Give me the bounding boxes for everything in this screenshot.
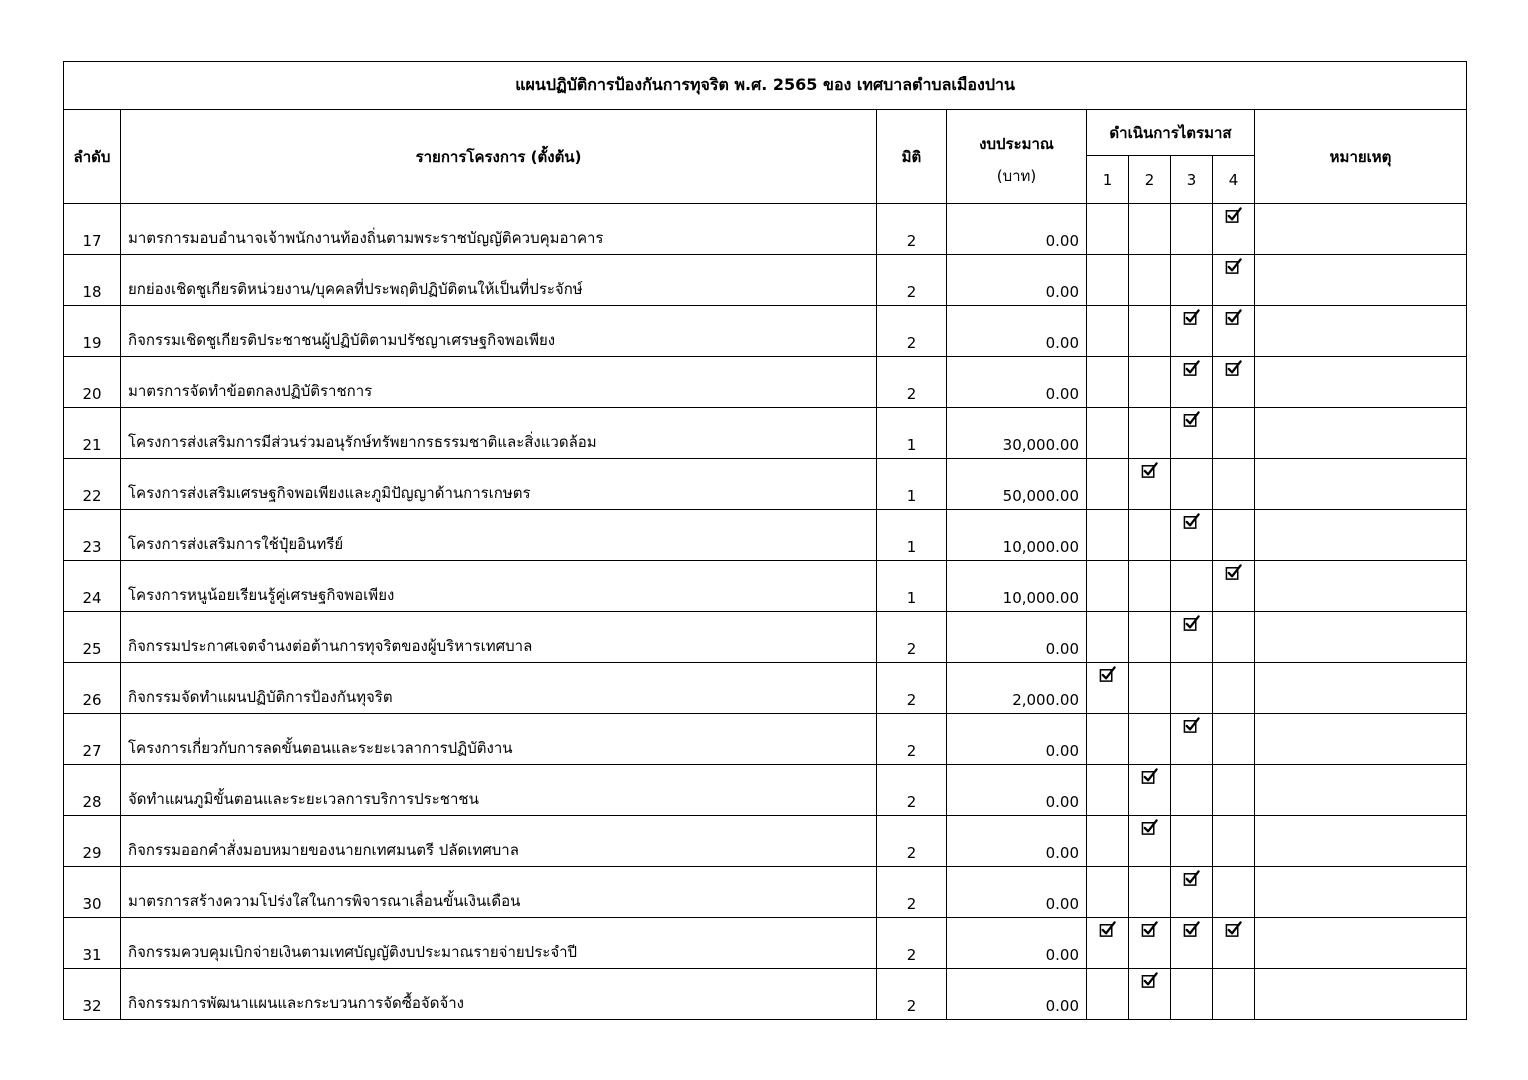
project-name: โครงการหนูน้อยเรียนรู้คู่เศรษฐกิจพอเพียง <box>121 561 877 612</box>
row-number: 27 <box>64 714 121 765</box>
anti-corruption-plan-table <box>63 61 1467 1020</box>
quarter-3-cell <box>1171 510 1213 561</box>
checked-box-icon <box>1225 258 1242 275</box>
quarter-2-cell <box>1129 612 1171 663</box>
checked-box-icon <box>1141 972 1158 989</box>
table-row <box>64 867 1467 918</box>
quarter-2-cell <box>1129 867 1171 918</box>
row-number: 26 <box>64 663 121 714</box>
quarter-4-cell <box>1213 459 1255 510</box>
quarter-3-cell <box>1171 969 1213 1020</box>
row-number: 30 <box>64 867 121 918</box>
quarter-1-cell <box>1087 306 1129 357</box>
budget-value: 50,000.00 <box>947 459 1087 510</box>
dimension-value: 2 <box>877 255 947 306</box>
budget-value: 0.00 <box>947 918 1087 969</box>
row-number: 23 <box>64 510 121 561</box>
quarter-3-cell <box>1171 408 1213 459</box>
quarter-2-cell <box>1129 816 1171 867</box>
quarter-2-cell <box>1129 459 1171 510</box>
budget-value: 0.00 <box>947 867 1087 918</box>
quarter-3-cell <box>1171 306 1213 357</box>
project-name: กิจกรรมการพัฒนาแผนและกระบวนการจัดซื้อจัดจ้าง <box>121 969 877 1020</box>
dimension-value: 1 <box>877 561 947 612</box>
dimension-value: 2 <box>877 969 947 1020</box>
budget-value: 0.00 <box>947 816 1087 867</box>
quarter-2-cell <box>1129 714 1171 765</box>
document-title: แผนปฏิบัติการป้องกันการทุจริต พ.ศ. 2565 ของ เทศบาลตำบลเมืองปาน <box>64 62 1467 110</box>
quarter-4-cell <box>1213 204 1255 255</box>
remark-cell <box>1255 510 1467 561</box>
checked-box-icon <box>1183 513 1200 530</box>
header-budget-line2: (บาท) <box>996 166 1037 185</box>
quarter-3-cell <box>1171 816 1213 867</box>
remark-cell <box>1255 816 1467 867</box>
table-row <box>64 204 1467 255</box>
project-name: มาตรการสร้างความโปร่งใสในการพิจารณาเลื่อนขั้นเงินเดือน <box>121 867 877 918</box>
quarter-4-cell <box>1213 255 1255 306</box>
quarter-4-cell <box>1213 408 1255 459</box>
budget-value: 0.00 <box>947 765 1087 816</box>
project-name: โครงการส่งเสริมเศรษฐกิจพอเพียงและภูมิปัญญาด้านการเกษตร <box>121 459 877 510</box>
table-row <box>64 969 1467 1020</box>
quarter-1-cell <box>1087 612 1129 663</box>
table-row <box>64 459 1467 510</box>
row-number: 28 <box>64 765 121 816</box>
remark-cell <box>1255 459 1467 510</box>
project-name: โครงการส่งเสริมการใช้ปุ๋ยอินทรีย์ <box>121 510 877 561</box>
checked-box-icon <box>1141 462 1158 479</box>
table-row <box>64 357 1467 408</box>
table-row <box>64 918 1467 969</box>
checked-box-icon <box>1183 717 1200 734</box>
quarter-3-cell <box>1171 204 1213 255</box>
quarter-4-cell <box>1213 561 1255 612</box>
remark-cell <box>1255 255 1467 306</box>
quarter-1-cell <box>1087 816 1129 867</box>
quarter-1-cell <box>1087 255 1129 306</box>
row-number: 21 <box>64 408 121 459</box>
project-name: กิจกรรมควบคุมเบิกจ่ายเงินตามเทศบัญญัติงบประมาณรายจ่ายประจำปี <box>121 918 877 969</box>
quarter-4-cell <box>1213 306 1255 357</box>
checked-box-icon <box>1225 921 1242 938</box>
remark-cell <box>1255 612 1467 663</box>
header-quarter: ดำเนินการไตรมาส <box>1087 110 1255 156</box>
dimension-value: 2 <box>877 714 947 765</box>
quarter-2-cell <box>1129 306 1171 357</box>
quarter-1-cell <box>1087 204 1129 255</box>
quarter-4-cell <box>1213 510 1255 561</box>
quarter-3-cell <box>1171 459 1213 510</box>
row-number: 32 <box>64 969 121 1020</box>
row-number: 29 <box>64 816 121 867</box>
table-row <box>64 510 1467 561</box>
checked-box-icon <box>1225 207 1242 224</box>
quarter-1-cell <box>1087 714 1129 765</box>
budget-value: 0.00 <box>947 306 1087 357</box>
quarter-3-cell <box>1171 867 1213 918</box>
budget-value: 2,000.00 <box>947 663 1087 714</box>
dimension-value: 2 <box>877 765 947 816</box>
remark-cell <box>1255 714 1467 765</box>
header-q3: 3 <box>1171 156 1213 204</box>
project-name: กิจกรรมจัดทำแผนปฏิบัติการป้องกันทุจริต <box>121 663 877 714</box>
remark-cell <box>1255 867 1467 918</box>
quarter-3-cell <box>1171 612 1213 663</box>
project-name: จัดทำแผนภูมิขั้นตอนและระยะเวลการบริการประชาชน <box>121 765 877 816</box>
quarter-1-cell <box>1087 969 1129 1020</box>
budget-value: 0.00 <box>947 357 1087 408</box>
row-number: 24 <box>64 561 121 612</box>
project-name: มาตรการมอบอำนาจเจ้าพนักงานท้องถิ่นตามพระราชบัญญัติควบคุมอาคาร <box>121 204 877 255</box>
dimension-value: 2 <box>877 204 947 255</box>
header-q2: 2 <box>1129 156 1171 204</box>
table-row <box>64 612 1467 663</box>
checked-box-icon <box>1183 615 1200 632</box>
dimension-value: 1 <box>877 459 947 510</box>
quarter-1-cell <box>1087 663 1129 714</box>
table-row <box>64 561 1467 612</box>
row-number: 20 <box>64 357 121 408</box>
dimension-value: 2 <box>877 612 947 663</box>
quarter-1-cell <box>1087 459 1129 510</box>
quarter-1-cell <box>1087 918 1129 969</box>
quarter-2-cell <box>1129 510 1171 561</box>
quarter-2-cell <box>1129 357 1171 408</box>
remark-cell <box>1255 969 1467 1020</box>
checked-box-icon <box>1225 564 1242 581</box>
checked-box-icon <box>1183 921 1200 938</box>
row-number: 18 <box>64 255 121 306</box>
quarter-2-cell <box>1129 969 1171 1020</box>
row-number: 19 <box>64 306 121 357</box>
checked-box-icon <box>1099 921 1116 938</box>
quarter-3-cell <box>1171 765 1213 816</box>
quarter-1-cell <box>1087 561 1129 612</box>
checked-box-icon <box>1183 309 1200 326</box>
checked-box-icon <box>1141 921 1158 938</box>
budget-value: 30,000.00 <box>947 408 1087 459</box>
table-row <box>64 306 1467 357</box>
header-remark: หมายเหตุ <box>1255 110 1467 204</box>
dimension-value: 1 <box>877 408 947 459</box>
remark-cell <box>1255 204 1467 255</box>
budget-value: 0.00 <box>947 204 1087 255</box>
table-row <box>64 816 1467 867</box>
checked-box-icon <box>1183 870 1200 887</box>
remark-cell <box>1255 663 1467 714</box>
table-row <box>64 408 1467 459</box>
quarter-2-cell <box>1129 561 1171 612</box>
quarter-4-cell <box>1213 867 1255 918</box>
project-name: กิจกรรมออกคำสั่งมอบหมายของนายกเทศมนตรี ปลัดเทศบาล <box>121 816 877 867</box>
quarter-3-cell <box>1171 714 1213 765</box>
dimension-value: 2 <box>877 867 947 918</box>
quarter-4-cell <box>1213 816 1255 867</box>
quarter-3-cell <box>1171 255 1213 306</box>
row-number: 25 <box>64 612 121 663</box>
table-row <box>64 714 1467 765</box>
quarter-4-cell <box>1213 612 1255 663</box>
dimension-value: 2 <box>877 918 947 969</box>
header-no: ลำดับ <box>64 110 121 204</box>
quarter-4-cell <box>1213 969 1255 1020</box>
project-name: กิจกรรมเชิดชูเกียรติประชาชนผู้ปฏิบัติตามปรัชญาเศรษฐกิจพอเพียง <box>121 306 877 357</box>
dimension-value: 2 <box>877 357 947 408</box>
quarter-4-cell <box>1213 765 1255 816</box>
remark-cell <box>1255 306 1467 357</box>
row-number: 31 <box>64 918 121 969</box>
project-name: โครงการเกี่ยวกับการลดขั้นตอนและระยะเวลาการปฏิบัติงาน <box>121 714 877 765</box>
quarter-2-cell <box>1129 204 1171 255</box>
budget-value: 0.00 <box>947 969 1087 1020</box>
quarter-4-cell <box>1213 663 1255 714</box>
quarter-3-cell <box>1171 561 1213 612</box>
row-number: 17 <box>64 204 121 255</box>
quarter-3-cell <box>1171 357 1213 408</box>
checked-box-icon <box>1183 411 1200 428</box>
header-q4: 4 <box>1213 156 1255 204</box>
table-body <box>64 204 1467 1020</box>
project-name: โครงการส่งเสริมการมีส่วนร่วมอนุรักษ์ทรัพยากรธรรมชาติและสิ่งแวดล้อม <box>121 408 877 459</box>
remark-cell <box>1255 561 1467 612</box>
quarter-2-cell <box>1129 918 1171 969</box>
dimension-value: 2 <box>877 663 947 714</box>
remark-cell <box>1255 357 1467 408</box>
budget-value: 0.00 <box>947 714 1087 765</box>
checked-box-icon <box>1225 309 1242 326</box>
row-number: 22 <box>64 459 121 510</box>
remark-cell <box>1255 408 1467 459</box>
quarter-1-cell <box>1087 408 1129 459</box>
quarter-4-cell <box>1213 714 1255 765</box>
header-budget-line1: งบประมาณ <box>979 134 1054 153</box>
quarter-1-cell <box>1087 765 1129 816</box>
header-budget <box>947 110 1087 204</box>
remark-cell <box>1255 765 1467 816</box>
quarter-2-cell <box>1129 663 1171 714</box>
project-name: มาตรการจัดทำข้อตกลงปฏิบัติราชการ <box>121 357 877 408</box>
quarter-2-cell <box>1129 255 1171 306</box>
checked-box-icon <box>1225 360 1242 377</box>
quarter-1-cell <box>1087 867 1129 918</box>
budget-value: 10,000.00 <box>947 510 1087 561</box>
table-row <box>64 765 1467 816</box>
checked-box-icon <box>1099 666 1116 683</box>
budget-value: 10,000.00 <box>947 561 1087 612</box>
dimension-value: 1 <box>877 510 947 561</box>
quarter-1-cell <box>1087 357 1129 408</box>
checked-box-icon <box>1141 819 1158 836</box>
header-q1: 1 <box>1087 156 1129 204</box>
quarter-3-cell <box>1171 918 1213 969</box>
remark-cell <box>1255 918 1467 969</box>
quarter-2-cell <box>1129 765 1171 816</box>
checked-box-icon <box>1183 360 1200 377</box>
table-row <box>64 255 1467 306</box>
quarter-3-cell <box>1171 663 1213 714</box>
table-row <box>64 663 1467 714</box>
budget-value: 0.00 <box>947 612 1087 663</box>
checked-box-icon <box>1141 768 1158 785</box>
budget-value: 0.00 <box>947 255 1087 306</box>
project-name: กิจกรรมประกาศเจตจำนงต่อต้านการทุจริตของผู้บริหารเทศบาล <box>121 612 877 663</box>
quarter-1-cell <box>1087 510 1129 561</box>
dimension-value: 2 <box>877 816 947 867</box>
quarter-2-cell <box>1129 408 1171 459</box>
header-dimension: มิติ <box>877 110 947 204</box>
header-project: รายการโครงการ (ตั้งต้น) <box>121 110 877 204</box>
project-name: ยกย่องเชิดชูเกียรติหน่วยงาน/บุคคลที่ประพฤติปฏิบัติตนให้เป็นที่ประจักษ์ <box>121 255 877 306</box>
quarter-4-cell <box>1213 918 1255 969</box>
dimension-value: 2 <box>877 306 947 357</box>
quarter-4-cell <box>1213 357 1255 408</box>
